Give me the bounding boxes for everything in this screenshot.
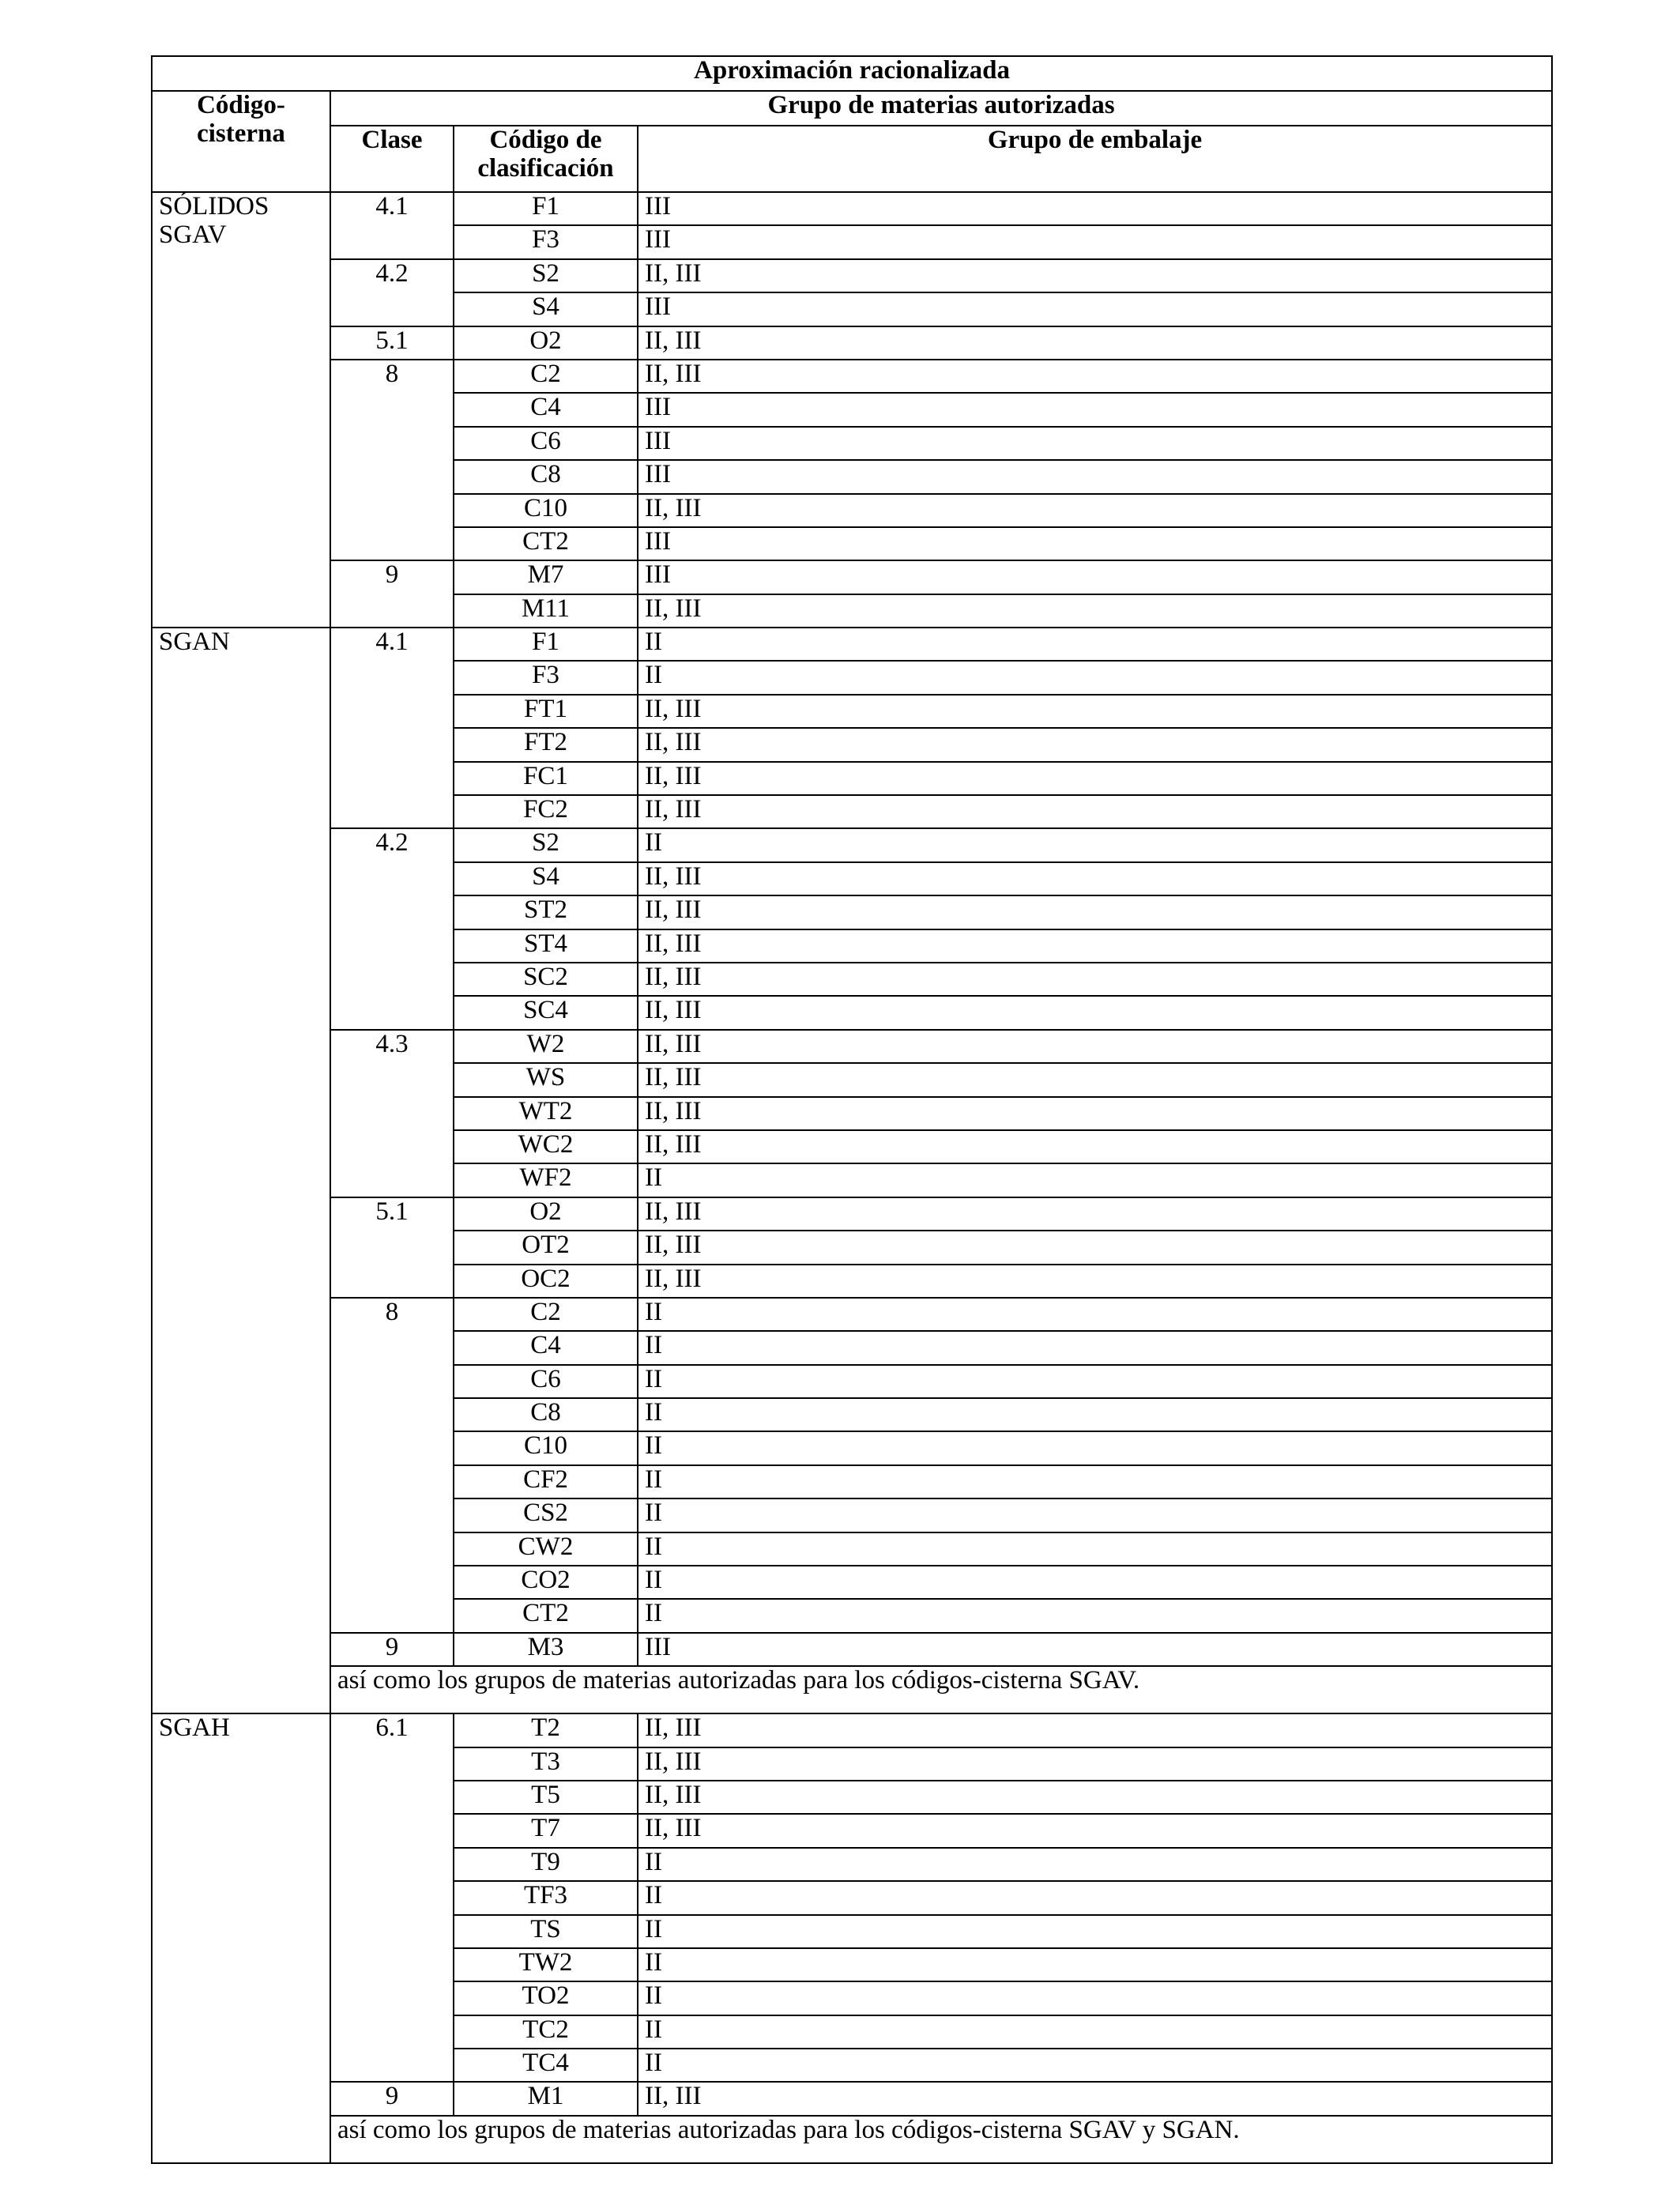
packing-group-cell: II — [638, 1532, 1552, 1566]
classification-code-cell: TF3 — [454, 1881, 638, 1914]
class-cell: 4.3 — [330, 1030, 454, 1197]
classification-code-cell: C2 — [454, 360, 638, 393]
packing-group-cell: II, III — [638, 1097, 1552, 1130]
classification-code-cell: WT2 — [454, 1097, 638, 1130]
classification-code-cell: ST2 — [454, 895, 638, 929]
classification-code-cell: FT2 — [454, 728, 638, 761]
table-row — [152, 1197, 1552, 1231]
classification-code-cell: O2 — [454, 1197, 638, 1231]
classification-code-cell: ST4 — [454, 929, 638, 963]
tank-code-cell: SGAN — [152, 628, 330, 1713]
packing-group-cell: II, III — [638, 1713, 1552, 1747]
classification-code-cell: C2 — [454, 1298, 638, 1331]
packing-group-cell: II, III — [638, 1265, 1552, 1298]
classification-code-cell: M7 — [454, 560, 638, 594]
table-row — [152, 1298, 1552, 1331]
header-authorized-group: Grupo de materias autorizadas — [330, 91, 1552, 126]
classification-code-cell: T3 — [454, 1747, 638, 1781]
packing-group-cell: II, III — [638, 494, 1552, 527]
packing-group-cell: II, III — [638, 1063, 1552, 1096]
packing-group-cell: II, III — [638, 259, 1552, 292]
class-cell: 4.2 — [330, 259, 454, 326]
classification-code-cell: O2 — [454, 326, 638, 360]
classification-code-cell: C6 — [454, 427, 638, 460]
packing-group-cell: II — [638, 1331, 1552, 1364]
classification-code-cell: M1 — [454, 2082, 638, 2115]
packing-group-cell: III — [638, 192, 1552, 225]
packing-group-cell: II, III — [638, 360, 1552, 393]
packing-group-cell: II, III — [638, 996, 1552, 1029]
packing-group-cell: II — [638, 1365, 1552, 1398]
packing-group-cell: II — [638, 1465, 1552, 1498]
packing-group-cell: II — [638, 1848, 1552, 1881]
class-cell: 5.1 — [330, 326, 454, 360]
header-class: Clase — [330, 126, 454, 192]
classification-code-cell: SC4 — [454, 996, 638, 1029]
classification-code-cell: FT1 — [454, 695, 638, 728]
table-row — [152, 1030, 1552, 1063]
classification-code-cell: WC2 — [454, 1130, 638, 1163]
packing-group-cell: III — [638, 427, 1552, 460]
table-row — [152, 628, 1552, 661]
classification-code-cell: TO2 — [454, 1981, 638, 2015]
packing-group-cell: II, III — [638, 326, 1552, 360]
classification-code-cell: C8 — [454, 460, 638, 493]
classification-code-cell: SC2 — [454, 963, 638, 996]
table-row — [152, 828, 1552, 861]
classification-code-cell: S2 — [454, 259, 638, 292]
classification-code-cell: S4 — [454, 862, 638, 895]
packing-group-cell: II, III — [638, 728, 1552, 761]
classification-code-cell: C10 — [454, 1431, 638, 1465]
packing-group-cell: III — [638, 292, 1552, 326]
packing-group-cell: II — [638, 661, 1552, 694]
classification-code-cell: C4 — [454, 1331, 638, 1364]
classification-code-cell: TC4 — [454, 2049, 638, 2082]
table-row — [152, 1633, 1552, 1666]
packing-group-cell: II, III — [638, 1030, 1552, 1063]
classification-code-cell: TC2 — [454, 2015, 638, 2049]
packing-group-cell: II — [638, 628, 1552, 661]
packing-group-cell: II — [638, 1431, 1552, 1465]
classification-code-cell: S4 — [454, 292, 638, 326]
classification-code-cell: TW2 — [454, 1948, 638, 1981]
packing-group-cell: II, III — [638, 2082, 1552, 2115]
class-cell: 5.1 — [330, 1197, 454, 1298]
packing-group-cell: II — [638, 1881, 1552, 1914]
tank-code-cell: SÓLIDOS SGAV — [152, 192, 330, 628]
table-row — [152, 560, 1552, 594]
packing-group-cell: II — [638, 2015, 1552, 2049]
packing-group-cell: II, III — [638, 1130, 1552, 1163]
packing-group-cell: II, III — [638, 929, 1552, 963]
classification-code-cell: FC2 — [454, 795, 638, 828]
classification-code-cell: M11 — [454, 594, 638, 628]
classification-code-cell: W2 — [454, 1030, 638, 1063]
packing-group-cell: II — [638, 828, 1552, 861]
classification-code-cell: CT2 — [454, 527, 638, 560]
packing-group-cell: II, III — [638, 762, 1552, 795]
packing-group-cell: II — [638, 1915, 1552, 1948]
class-cell: 8 — [330, 1298, 454, 1633]
packing-group-cell: II — [638, 1566, 1552, 1599]
classification-code-cell: M3 — [454, 1633, 638, 1666]
packing-group-cell: II, III — [638, 895, 1552, 929]
packing-group-cell: II — [638, 1498, 1552, 1532]
classification-code-cell: FC1 — [454, 762, 638, 795]
tank-code-cell: SGAH — [152, 1713, 330, 2163]
classification-code-cell: T9 — [454, 1848, 638, 1881]
table-row — [152, 326, 1552, 360]
rationalized-approach-table — [151, 55, 1553, 2164]
classification-code-cell: C8 — [454, 1398, 638, 1431]
packing-group-cell: II — [638, 1981, 1552, 2015]
classification-code-cell: WF2 — [454, 1163, 638, 1197]
packing-group-cell: II, III — [638, 1197, 1552, 1231]
table-row — [152, 360, 1552, 393]
classification-code-cell: F3 — [454, 225, 638, 258]
packing-group-cell: II, III — [638, 862, 1552, 895]
packing-group-cell: II — [638, 1398, 1552, 1431]
class-cell: 8 — [330, 360, 454, 560]
packing-group-cell: II, III — [638, 695, 1552, 728]
packing-group-cell: II, III — [638, 963, 1552, 996]
note-row — [152, 1666, 1552, 1713]
packing-group-cell: III — [638, 225, 1552, 258]
packing-group-cell: II — [638, 1298, 1552, 1331]
table-row — [152, 2082, 1552, 2115]
packing-group-cell: II — [638, 2049, 1552, 2082]
classification-code-cell: T5 — [454, 1781, 638, 1814]
table-title: Aproximación racionalizada — [152, 56, 1552, 91]
packing-group-cell: III — [638, 527, 1552, 560]
section-note: así como los grupos de materias autorizadas para los códigos-cisterna SGAV. — [330, 1666, 1552, 1713]
packing-group-cell: II — [638, 1948, 1552, 1981]
classification-code-cell: WS — [454, 1063, 638, 1096]
classification-code-cell: CW2 — [454, 1532, 638, 1566]
table-row — [152, 1713, 1552, 1747]
class-cell: 4.2 — [330, 828, 454, 1029]
header-classification-code: Código de clasificación — [454, 126, 638, 192]
classification-code-cell: T2 — [454, 1713, 638, 1747]
packing-group-cell: III — [638, 393, 1552, 426]
packing-group-cell: III — [638, 560, 1552, 594]
classification-code-cell: F3 — [454, 661, 638, 694]
classification-code-cell: TS — [454, 1915, 638, 1948]
classification-code-cell: CF2 — [454, 1465, 638, 1498]
packing-group-cell: II — [638, 1163, 1552, 1197]
class-cell: 4.1 — [330, 628, 454, 828]
table-row — [152, 192, 1552, 225]
classification-code-cell: C4 — [454, 393, 638, 426]
classification-code-cell: F1 — [454, 628, 638, 661]
packing-group-cell: II — [638, 1599, 1552, 1632]
classification-code-cell: OT2 — [454, 1231, 638, 1264]
classification-code-cell: C10 — [454, 494, 638, 527]
class-cell: 9 — [330, 1633, 454, 1666]
packing-group-cell: III — [638, 1633, 1552, 1666]
header-tank-code: Código- cisterna — [152, 91, 330, 192]
packing-group-cell: II, III — [638, 594, 1552, 628]
packing-group-cell: II, III — [638, 1231, 1552, 1264]
class-cell: 9 — [330, 2082, 454, 2115]
classification-code-cell: CO2 — [454, 1566, 638, 1599]
classification-code-cell: T7 — [454, 1814, 638, 1847]
classification-code-cell: F1 — [454, 192, 638, 225]
classification-code-cell: CS2 — [454, 1498, 638, 1532]
packing-group-cell: II, III — [638, 795, 1552, 828]
classification-code-cell: CT2 — [454, 1599, 638, 1632]
class-cell: 9 — [330, 560, 454, 628]
classification-code-cell: S2 — [454, 828, 638, 861]
packing-group-cell: II, III — [638, 1781, 1552, 1814]
table-row — [152, 259, 1552, 292]
table-body — [152, 192, 1552, 2163]
packing-group-cell: II, III — [638, 1747, 1552, 1781]
classification-code-cell: C6 — [454, 1365, 638, 1398]
packing-group-cell: III — [638, 460, 1552, 493]
section-note: así como los grupos de materias autorizadas para los códigos-cisterna SGAV y SGAN. — [330, 2116, 1552, 2163]
class-cell: 6.1 — [330, 1713, 454, 2082]
header-packing-group: Grupo de embalaje — [638, 126, 1552, 192]
classification-code-cell: OC2 — [454, 1265, 638, 1298]
note-row — [152, 2116, 1552, 2163]
packing-group-cell: II, III — [638, 1814, 1552, 1847]
class-cell: 4.1 — [330, 192, 454, 259]
